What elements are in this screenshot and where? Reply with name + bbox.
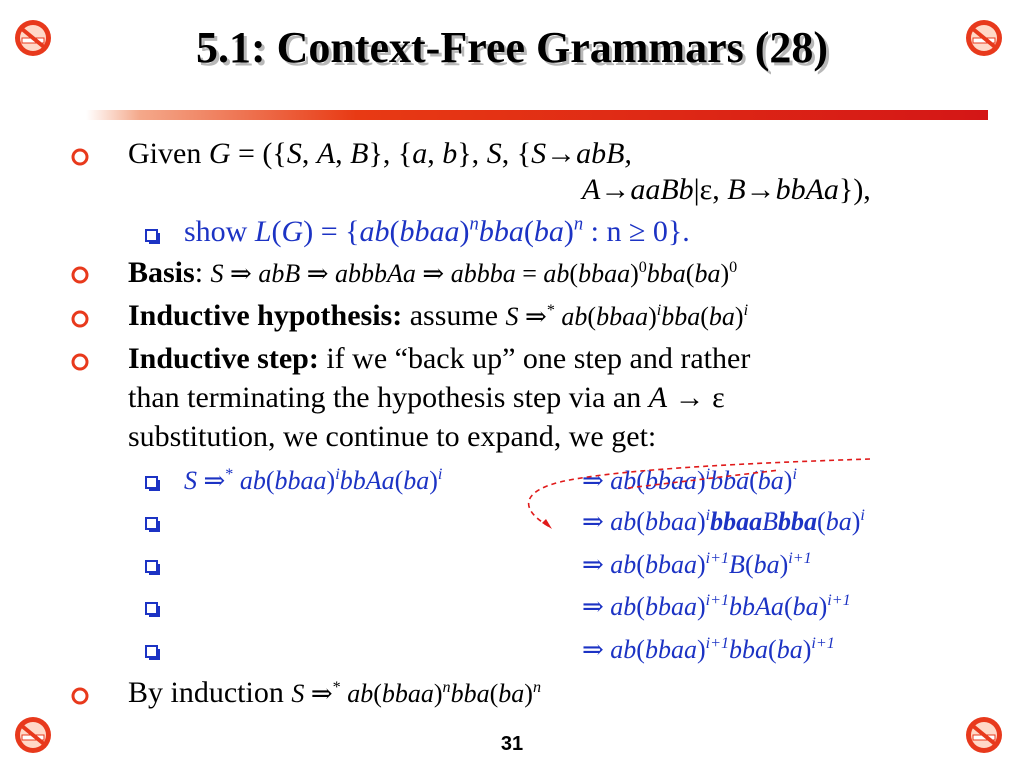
- row3-mid: B: [729, 550, 745, 579]
- step-text-1: if we “back up” one step and rather: [318, 342, 751, 375]
- row1-ab: ab: [610, 466, 637, 495]
- show-bba: bba: [478, 215, 524, 248]
- given-word: Given: [128, 137, 202, 170]
- hollow-square-bullet-icon: [143, 474, 161, 492]
- derivation-lhs: S ⇒* ab(bbaa)$^i$bbAa(ba)$^i$: [184, 466, 443, 495]
- conclusion-text: By induction: [128, 676, 292, 709]
- row2-mid-bold: bbaa: [710, 507, 763, 536]
- show-word: show: [184, 215, 255, 248]
- step-line-3: [128, 419, 656, 455]
- step-arrow-eps: → ε: [667, 381, 725, 414]
- conc-bbaa: bbaa: [381, 679, 434, 708]
- nonterminal-B: B: [350, 137, 369, 170]
- row5-ba: ba: [776, 635, 803, 664]
- row4-exp2: i+1: [827, 592, 851, 610]
- terminal-b: b: [442, 137, 458, 170]
- slide-title: 5.1: Context-Free Grammars (28): [195, 23, 829, 72]
- deriv-ab: ab: [239, 466, 266, 495]
- row2-mid-B: B: [762, 507, 779, 536]
- production-1: S→abB,: [531, 137, 632, 170]
- language-G: G: [281, 215, 304, 248]
- hyp-ab: ab: [561, 302, 588, 331]
- conclusion-line: By induction S ⇒* ab(bbaa)$^n$bba(ba)$^n$: [128, 676, 542, 709]
- show-line: show L(G) = {ab(bbaa)$^n$bba(ba)$^n$ : n ≥ 0}.: [184, 213, 690, 248]
- row5-bbaa: bbaa: [644, 635, 697, 664]
- hypothesis-assume: assume: [402, 299, 506, 332]
- title-divider: [86, 110, 988, 120]
- row2-ab: ab: [610, 507, 637, 536]
- conc-ab: ab: [347, 679, 374, 708]
- hypothesis-label: Inductive hypothesis:: [128, 299, 403, 332]
- step-line-2: [128, 380, 725, 416]
- production-2: A→aaBb: [582, 173, 694, 206]
- derivation-row-3: ⇒ ab(bbaa)$^{i+1}$B(ba)$^{i+1}$: [582, 550, 812, 579]
- nonterminal-A: A: [316, 137, 336, 170]
- row4-mid: bbAa: [729, 592, 784, 621]
- page-number: 31: [500, 733, 524, 755]
- basis-step-3: abbba: [450, 259, 516, 288]
- given-eq: = ({: [230, 137, 287, 170]
- hollow-square-bullet-icon: [143, 227, 161, 245]
- row5-ab: ab: [610, 635, 637, 664]
- conc-S: S: [291, 679, 305, 708]
- row5-exp2: i+1: [811, 635, 835, 653]
- row3-exp2: i+1: [788, 550, 812, 568]
- show-ab: ab: [359, 215, 390, 248]
- basis-S: S: [210, 259, 224, 288]
- row4-exp: i+1: [705, 592, 730, 610]
- given-line-1: Given G = ({S, A, B}, {a, b}, S, {S→abB,: [128, 137, 632, 170]
- show-exp-n: n: [469, 213, 479, 235]
- given-close: }),: [838, 173, 871, 206]
- hypothesis-line: Inductive hypothesis: assume S ⇒* ab(bbaa)$^i$bba(ba)$^i$: [128, 299, 749, 332]
- hyp-exp-i2: i: [743, 302, 749, 320]
- hollow-square-bullet-icon: [143, 600, 161, 618]
- hyp-bba: bba: [661, 302, 701, 331]
- basis-bba: bba: [646, 259, 686, 288]
- basis-bbaa: bbaa: [578, 259, 631, 288]
- deriv-star: *: [225, 466, 234, 484]
- hyp-S: S: [505, 302, 519, 331]
- row4-ba: ba: [792, 592, 819, 621]
- conc-star: *: [332, 679, 341, 697]
- terminal-a: a: [412, 137, 428, 170]
- row1-bbaa: bbaa: [644, 466, 697, 495]
- show-bbaa: bbaa: [399, 215, 460, 248]
- hyp-ba: ba: [708, 302, 735, 331]
- derivation-row-2: ⇒ ab(bbaa)$^i$bbaaBbba(ba)$^i$: [582, 507, 865, 536]
- row3-exp: i+1: [705, 550, 730, 568]
- row2-exp2: i: [860, 507, 865, 525]
- deriv-exp-i: i: [335, 466, 340, 484]
- hollow-circle-bullet-icon: [70, 309, 90, 329]
- step-A: A: [648, 381, 668, 414]
- hyp-star: *: [546, 302, 555, 320]
- row3-ab: ab: [610, 550, 637, 579]
- derivation-row-1: ⇒ ab(bbaa)$^i$bba(ba)$^i$: [582, 466, 797, 495]
- deriv-bbaa: bbaa: [274, 466, 327, 495]
- step-text-3: substitution, we continue to expand, we get:: [128, 420, 657, 453]
- row1-exp2: i: [792, 466, 797, 484]
- conc-bba: bba: [450, 679, 490, 708]
- conc-exp-n: n: [442, 679, 451, 697]
- production-3: B→bbAa: [727, 173, 839, 206]
- row5-mid: bba: [729, 635, 769, 664]
- step-label: Inductive step:: [128, 342, 319, 375]
- row1-mid: bba: [710, 466, 750, 495]
- epsilon-alt: |ε,: [693, 173, 728, 206]
- basis-eq: =: [522, 259, 544, 288]
- language-L: L: [254, 215, 272, 248]
- show-condition: : n ≥ 0}.: [583, 215, 690, 248]
- basis-ab: ab: [543, 259, 570, 288]
- hollow-circle-bullet-icon: [70, 686, 90, 706]
- basis-step-1: abB: [258, 259, 301, 288]
- hyp-exp-i: i: [656, 302, 662, 320]
- conc-exp-n2: n: [532, 679, 542, 697]
- hollow-circle-bullet-icon: [70, 352, 90, 372]
- given-sep2: },: [457, 137, 487, 170]
- hollow-square-bullet-icon: [143, 643, 161, 661]
- hyp-bbaa: bbaa: [596, 302, 649, 331]
- step-text-2: than terminating the hypothesis step via an: [128, 381, 649, 414]
- given-sep: }, {: [368, 137, 413, 170]
- show-ba: ba: [533, 215, 564, 248]
- start-symbol: S: [486, 137, 502, 170]
- basis-exp: 0: [638, 259, 647, 277]
- row4-bbaa: bbaa: [644, 592, 697, 621]
- row2-ba: ba: [825, 507, 852, 536]
- grammar-symbol: G: [208, 137, 231, 170]
- basis-line: Basis: S ⇒ abB ⇒ abbbAa ⇒ abbba = ab(bbaa)$^0$bba(ba)$^0$: [128, 256, 738, 289]
- row4-ab: ab: [610, 592, 637, 621]
- row2-exp: i: [705, 507, 711, 525]
- step-line-1: [128, 341, 750, 377]
- hollow-square-bullet-icon: [143, 558, 161, 576]
- row2-mid-bold2: bba: [778, 507, 818, 536]
- nonterminal-S: S: [286, 137, 302, 170]
- hollow-circle-bullet-icon: [70, 265, 90, 285]
- basis-ba: ba: [694, 259, 721, 288]
- hollow-square-bullet-icon: [143, 515, 161, 533]
- row2-bbaa: bbaa: [644, 507, 697, 536]
- basis-exp2: 0: [729, 259, 738, 277]
- given-prods-open: , {: [501, 137, 532, 170]
- conc-ba: ba: [498, 679, 525, 708]
- hollow-circle-bullet-icon: [70, 147, 90, 167]
- given-line-2: [582, 172, 871, 208]
- deriv-ba: ba: [403, 466, 430, 495]
- basis-step-2: abbbAa: [335, 259, 416, 288]
- basis-colon: :: [194, 256, 211, 289]
- basis-label: Basis: [128, 256, 195, 289]
- row3-ba: ba: [753, 550, 780, 579]
- row1-ba: ba: [757, 466, 784, 495]
- deriv-exp-i2: i: [437, 466, 443, 484]
- show-exp-n2: n: [573, 213, 584, 235]
- deriv-bbAa: bbAa: [339, 466, 395, 495]
- derivation-row-4: ⇒ ab(bbaa)$^{i+1}$bbAa(ba)$^{i+1}$: [582, 592, 851, 621]
- row1-exp: i: [705, 466, 711, 484]
- deriv-S: S: [184, 466, 197, 495]
- show-eq: ) = {: [303, 215, 360, 248]
- derivation-row-5: ⇒ ab(bbaa)$^{i+1}$bba(ba)$^{i+1}$: [582, 635, 835, 664]
- row3-bbaa: bbaa: [644, 550, 697, 579]
- row5-exp: i+1: [705, 635, 730, 653]
